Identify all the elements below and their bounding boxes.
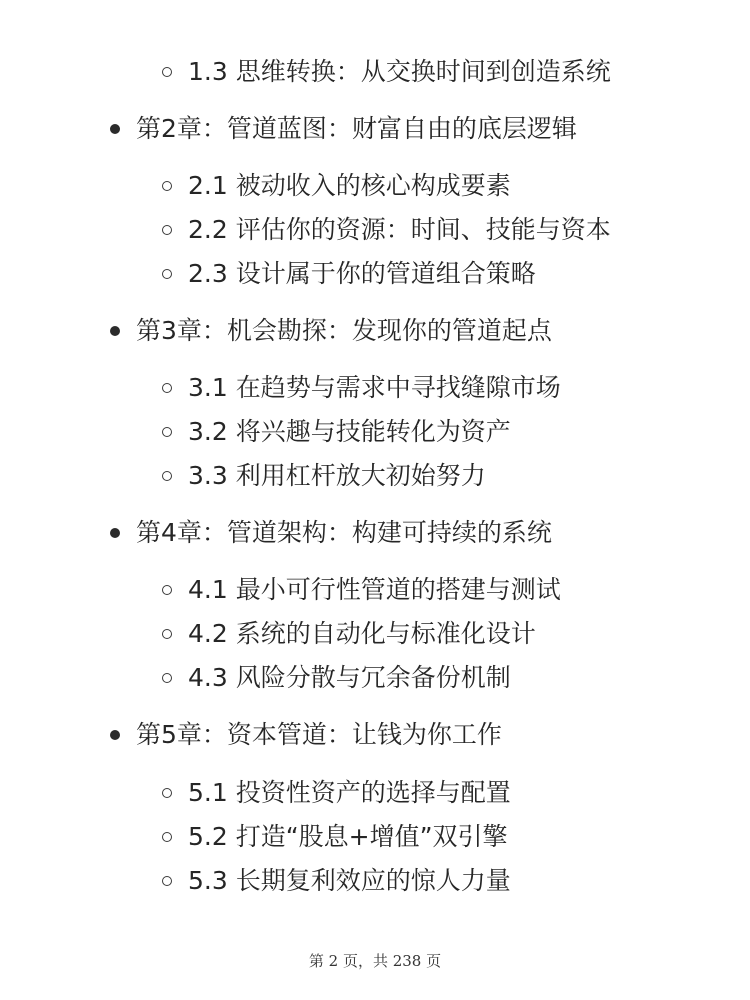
circle-bullet-icon — [162, 269, 172, 279]
circle-bullet-icon — [162, 629, 172, 639]
section-label: 1.3 思维转换：从交换时间到创造系统 — [188, 57, 611, 86]
chapter-title: 第2章：管道蓝图：财富自由的底层逻辑 — [136, 114, 577, 143]
section-label: 3.2 将兴趣与技能转化为资产 — [188, 417, 511, 446]
circle-bullet-icon — [162, 181, 172, 191]
chapter-title: 第5章：资本管道：让钱为你工作 — [136, 720, 502, 749]
disc-bullet-icon — [110, 528, 120, 538]
circle-bullet-icon — [162, 67, 172, 77]
disc-bullet-icon — [110, 326, 120, 336]
section-label: 5.3 长期复利效应的惊人力量 — [188, 866, 511, 895]
circle-bullet-icon — [162, 427, 172, 437]
circle-bullet-icon — [162, 832, 172, 842]
section-label: 5.2 打造“股息+增值”双引擎 — [188, 822, 508, 851]
disc-bullet-icon — [110, 124, 120, 134]
section-label: 3.3 利用杠杆放大初始努力 — [188, 461, 486, 490]
chapter-title: 第4章：管道架构：构建可持续的系统 — [136, 518, 552, 547]
section-label: 5.1 投资性资产的选择与配置 — [188, 778, 511, 807]
circle-bullet-icon — [162, 585, 172, 595]
circle-bullet-icon — [162, 673, 172, 683]
section-label: 2.2 评估你的资源：时间、技能与资本 — [188, 215, 611, 244]
section-label: 2.1 被动收入的核心构成要素 — [188, 171, 511, 200]
section-label: 4.2 系统的自动化与标准化设计 — [188, 619, 536, 648]
page-number-footer: 第 2 页，共 238 页 — [308, 952, 442, 970]
section-label: 2.3 设计属于你的管道组合策略 — [188, 259, 536, 288]
circle-bullet-icon — [162, 788, 172, 798]
section-label: 4.1 最小可行性管道的搭建与测试 — [188, 575, 561, 604]
section-label: 3.1 在趋势与需求中寻找缝隙市场 — [188, 373, 561, 402]
chapter-title: 第3章：机会勘探：发现你的管道起点 — [136, 316, 552, 345]
section-label: 4.3 风险分散与冗余备份机制 — [188, 663, 511, 692]
circle-bullet-icon — [162, 383, 172, 393]
circle-bullet-icon — [162, 876, 172, 886]
circle-bullet-icon — [162, 471, 172, 481]
circle-bullet-icon — [162, 225, 172, 235]
disc-bullet-icon — [110, 730, 120, 740]
